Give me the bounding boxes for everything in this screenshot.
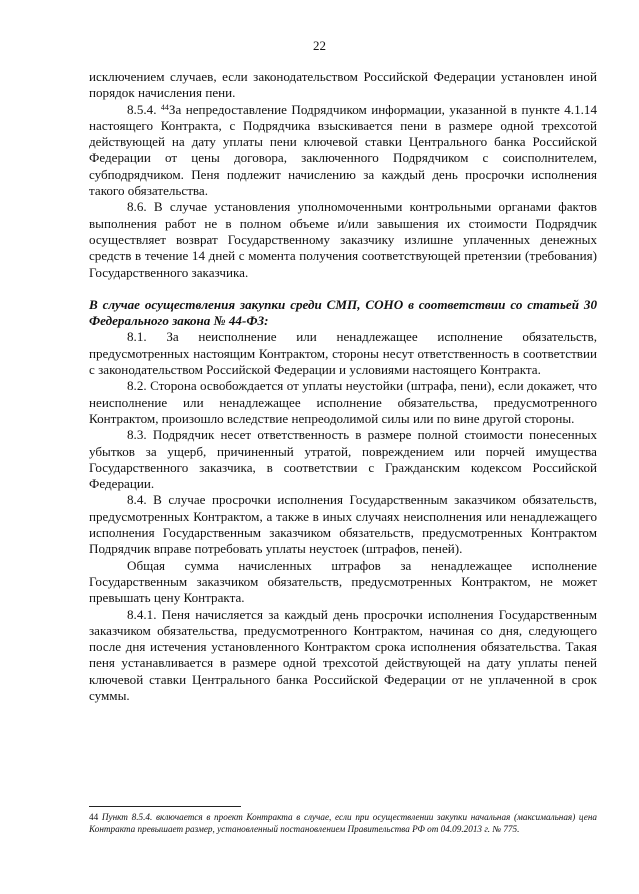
footnote-number: 44 (89, 812, 99, 822)
paragraph-8-4-1: 8.4.1. Пеня начисляется за каждый день просрочки исполнения Государственным заказчиком обязательства, предусмотренного Контрактом, начиная со дня, следующего после дня истечения установленного Контрактом срока исполнения обязательства. Такая пеня устанавливается в размере одной трехсотой действующей на дату уплаты пеней ключевой ставки Центрального банка Российской Федерации от не уплаченной в срок суммы. (89, 606, 597, 703)
page-number: 22 (313, 38, 326, 53)
document-body (89, 69, 597, 704)
footnote-divider (89, 806, 241, 807)
paragraph-8-6: 8.6. В случае установления уполномоченными контрольными органами фактов выполнения работ не в полном объеме и/или завышения их стоимости Подрядчик осуществляет возврат Государственному заказчику излишне уплаченных денежных средств в течение 14 дней с момента получения соответствующей претензии (требования) Государственного заказчика. (89, 199, 597, 280)
clause-number: 8.5.4. (127, 101, 157, 117)
paragraph-8-1: 8.1. За неисполнение или ненадлежащее исполнение обязательств, предусмотренных настоящим Контрактом, стороны несут ответственность в соответствии с законодательством Российской Федерации и условиями настоящего Контракта. (89, 329, 597, 378)
paragraph-8-3: 8.3. Подрядчик несет ответственность в размере полной стоимости понесенных убытков за ущерб, причиненный утратой, повреждением или порчей имущества Государственного заказчика, в соответствии с Гражданским кодексом Российской Федерации. (89, 427, 597, 492)
section-subheading: В случае осуществления закупки среди СМП, СОНО в соответствии со статьей 30 Федерального закона № 44-ФЗ: (89, 296, 597, 329)
clause-text: За непредоставление Подрядчиком информации, указанной в пункте 4.1.14 настоящего Контракта, с Подрядчика взыскивается пени в размере одной трехсотой действующей на дату уплаты пени ключевой ставки Центрального банка Российской Федерации от цены договора, заключенного Подрядчиком с соисполнителем, субподрядчиком. Пеня подлежит начислению за каждый день просрочки исполнения такого обязательства. (89, 101, 597, 199)
paragraph-continuation: исключением случаев, если законодательством Российской Федерации установлен иной порядок начисления пени. (89, 69, 597, 101)
footnote-text: Пункт 8.5.4. включается в проект Контракта в случае, если при осуществлении закупки начальная (максимальная) цена Контракта превышает размер, установленный постановлением Правительства РФ от 04.09.2013 г. № 775. (89, 812, 597, 834)
paragraph-8-2: 8.2. Сторона освобождается от уплаты неустойки (штрафа, пени), если докажет, что неисполнение или ненадлежащее исполнение обязательства, предусмотренного Контрактом, произошло вследствие непреодолимой силы или по вине другой стороны. (89, 378, 597, 426)
paragraph-total-fines: Общая сумма начисленных штрафов за ненадлежащее исполнение Государственным заказчиком обязательств, предусмотренных Контрактом, не может превышать цену Контракта. (89, 557, 597, 606)
footnote-reference: 44 (160, 102, 169, 112)
paragraph-8-4: 8.4. В случае просрочки исполнения Государственным заказчиком обязательств, предусмотренных Контрактом, а также в иных случаях неисполнения или ненадлежащего исполнения Государственным заказчиком обязательств, предусмотренных Контрактом Подрядчик вправе потребовать уплаты неустоек (штрафов, пеней). (89, 492, 597, 557)
footnote (89, 812, 597, 835)
paragraph-8-5-4 (89, 102, 597, 200)
